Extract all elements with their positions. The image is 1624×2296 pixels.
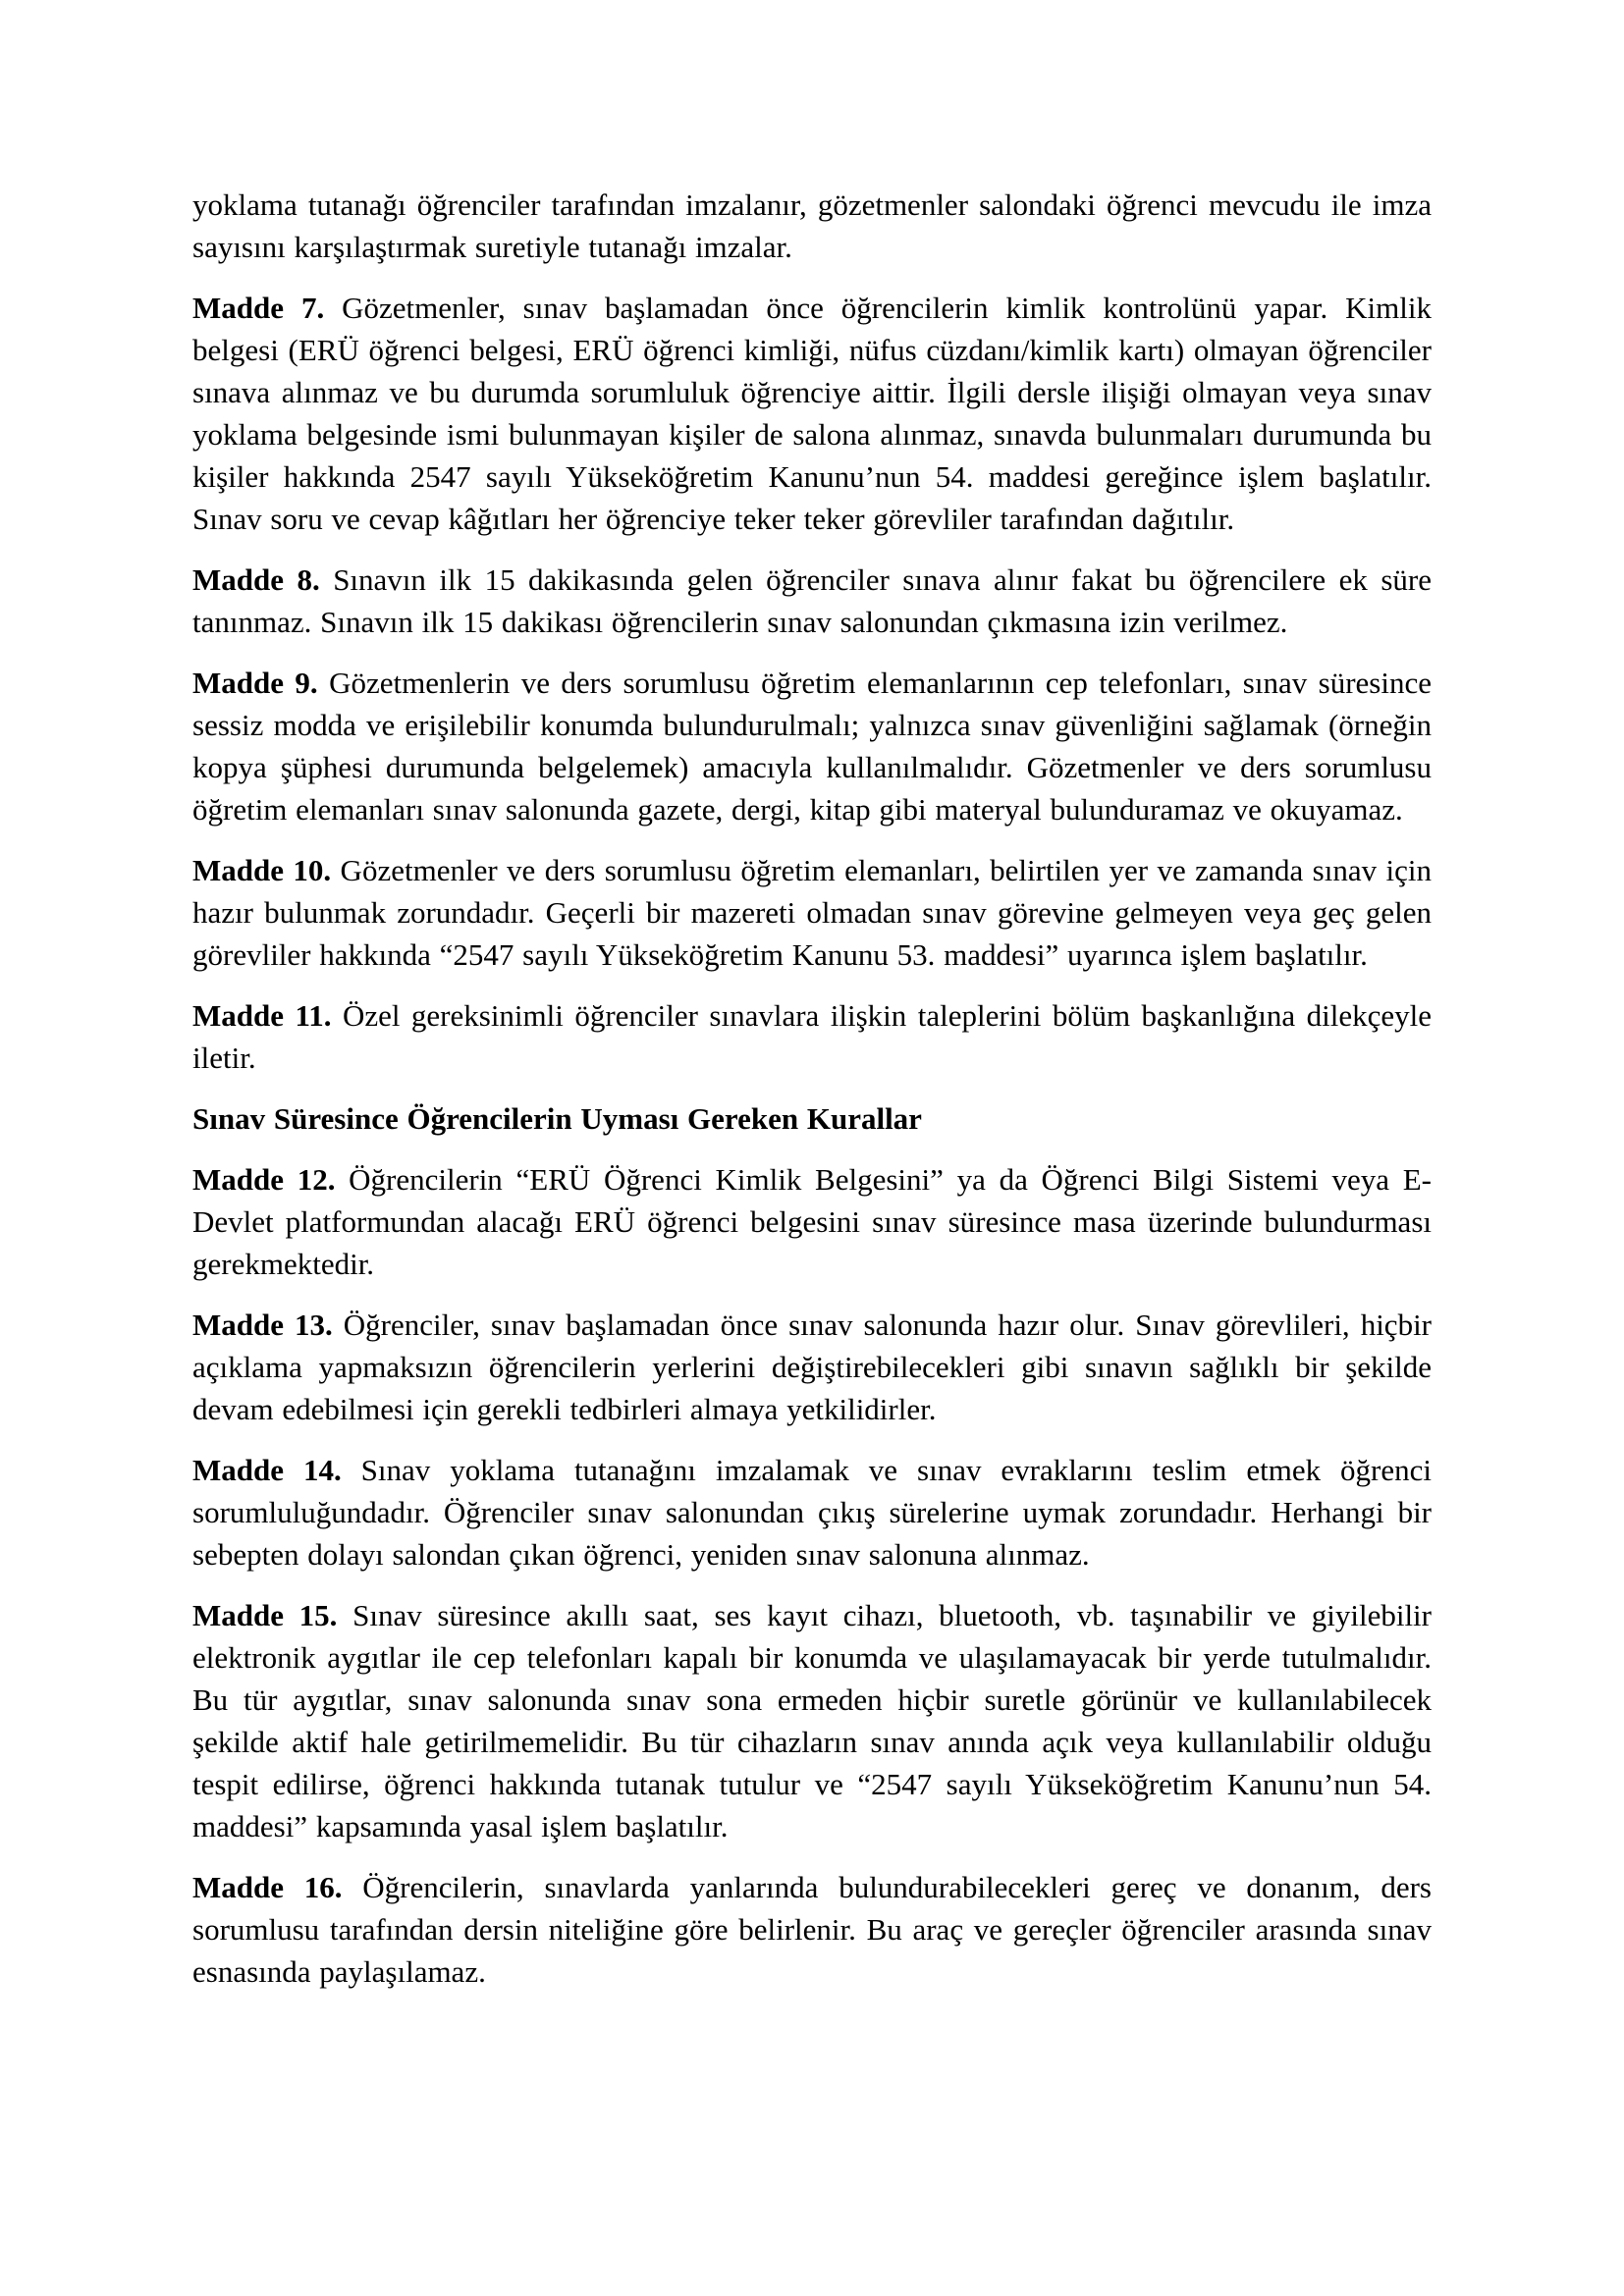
- document-body: [192, 184, 1432, 1993]
- paragraph-text: Öğrenciler, sınav başlamadan önce sınav salonunda hazır olur. Sınav görevlileri, hiçbir açıklama yapmaksızın öğrencilerin yerlerini değiştirebilecekleri gibi sınavın sağlıklı bir şekilde devam edebilmesi için gerekli tedbirleri almaya yetkilidirler.: [192, 1308, 1432, 1426]
- paragraph-text: Sınav yoklama tutanağını imzalamak ve sınav evraklarını teslim etmek öğrenci sorumluluğundadır. Öğrenciler sınav salonundan çıkış sürelerine uymak zorundadır. Herhangi bir sebepten dolayı salondan çıkan öğrenci, yeniden sınav salonuna alınmaz.: [192, 1453, 1433, 1572]
- paragraph-text: Sınavın ilk 15 dakikasında gelen öğrenciler sınava alınır fakat bu öğrencilere ek süre tanınmaz. Sınavın ilk 15 dakikası öğrencilerin sınav salonundan çıkmasına izin verilmez.: [192, 562, 1432, 639]
- document-paragraph: [192, 287, 1432, 540]
- section-heading: [192, 1097, 1432, 1140]
- document-paragraph: [192, 994, 1432, 1079]
- article-label: Madde 12.: [192, 1162, 336, 1197]
- article-label: Madde 7.: [192, 291, 325, 325]
- document-paragraph: [192, 849, 1432, 976]
- document-paragraph: [192, 1304, 1432, 1430]
- paragraph-text: Öğrencilerin “ERÜ Öğrenci Kimlik Belgesini” ya da Öğrenci Bilgi Sistemi veya E-Devlet platformundan alacağı ERÜ öğrenci belgesini sınav süresince masa üzerinde bulundurması gerekmektedir.: [192, 1162, 1432, 1281]
- article-label: Madde 15.: [192, 1598, 338, 1632]
- article-label: Madde 14.: [192, 1453, 342, 1487]
- article-label: Madde 16.: [192, 1870, 343, 1904]
- article-label: Madde 10.: [192, 853, 332, 887]
- paragraph-text: Gözetmenler, sınav başlamadan önce öğrencilerin kimlik kontrolünü yapar. Kimlik belgesi (ERÜ öğrenci belgesi, ERÜ öğrenci kimliği, nüfus cüzdanı/kimlik kartı) olmayan öğrenciler sınava alınmaz ve bu durumda sorumluluk öğrenciye aittir. İlgili dersle ilişiği olmayan veya sınav yoklama belgesinde ismi bulunmayan kişiler de salona alınmaz, sınavda bulunmaları durumunda bu kişiler hakkında 2547 sayılı Yükseköğretim Kanunu’nun 54. maddesi gereğince işlem başlatılır. Sınav soru ve cevap kâğıtları her öğrenciye teker teker görevliler tarafından dağıtılır.: [192, 291, 1433, 536]
- article-label: Madde 11.: [192, 998, 332, 1033]
- document-paragraph: [192, 1866, 1432, 1993]
- paragraph-text: Sınav Süresince Öğrencilerin Uyması Gereken Kurallar: [192, 1101, 922, 1136]
- document-paragraph: [192, 1158, 1432, 1285]
- document-paragraph: [192, 1594, 1432, 1847]
- paragraph-text: yoklama tutanağı öğrenciler tarafından imzalanır, gözetmenler salondaki öğrenci mevcudu ile imza sayısını karşılaştırmak suretiyle tutanağı imzalar.: [192, 187, 1432, 264]
- paragraph-text: Öğrencilerin, sınavlarda yanlarında bulundurabilecekleri gereç ve donanım, ders sorumlusu tarafından dersin niteliğine göre belirlenir. Bu araç ve gereçler öğrenciler arasında sınav esnasında paylaşılamaz.: [192, 1870, 1432, 1989]
- document-paragraph: [192, 184, 1432, 268]
- paragraph-text: Gözetmenler ve ders sorumlusu öğretim elemanları, belirtilen yer ve zamanda sınav için hazır bulunmak zorundadır. Geçerli bir mazereti olmadan sınav görevine gelmeyen veya geç gelen görevliler hakkında “2547 sayılı Yükseköğretim Kanunu 53. maddesi” uyarınca işlem başlatılır.: [192, 853, 1432, 972]
- paragraph-text: Özel gereksinimli öğrenciler sınavlara ilişkin taleplerini bölüm başkanlığına dilekçeyle iletir.: [192, 998, 1432, 1075]
- document-paragraph: [192, 559, 1432, 643]
- article-label: Madde 9.: [192, 666, 318, 700]
- document-paragraph: [192, 1449, 1432, 1575]
- document-paragraph: [192, 662, 1432, 830]
- article-label: Madde 8.: [192, 562, 320, 597]
- paragraph-text: Gözetmenlerin ve ders sorumlusu öğretim elemanlarının cep telefonları, sınav süresince sessiz modda ve erişilebilir konumda bulundurulmalı; yalnızca sınav güvenliğini sağlamak (örneğin kopya şüphesi durumunda belgelemek) amacıyla kullanılmalıdır. Gözetmenler ve ders sorumlusu öğretim elemanları sınav salonunda gazete, dergi, kitap gibi materyal bulunduramaz ve okuyamaz.: [192, 666, 1432, 827]
- paragraph-text: Sınav süresince akıllı saat, ses kayıt cihazı, bluetooth, vb. taşınabilir ve giyilebilir elektronik aygıtlar ile cep telefonları kapalı bir konumda ve ulaşılamayacak bir yerde tutulmalıdır. Bu tür aygıtlar, sınav salonunda sınav sona ermeden hiçbir suretle görünür ve kullanılabilecek şekilde aktif hale getirilmemelidir. Bu tür cihazların sınav anında açık veya kullanılabilir olduğu tespit edilirse, öğrenci hakkında tutanak tutulur ve “2547 sayılı Yükseköğretim Kanunu’nun 54. maddesi” kapsamında yasal işlem başlatılır.: [192, 1598, 1432, 1843]
- article-label: Madde 13.: [192, 1308, 333, 1342]
